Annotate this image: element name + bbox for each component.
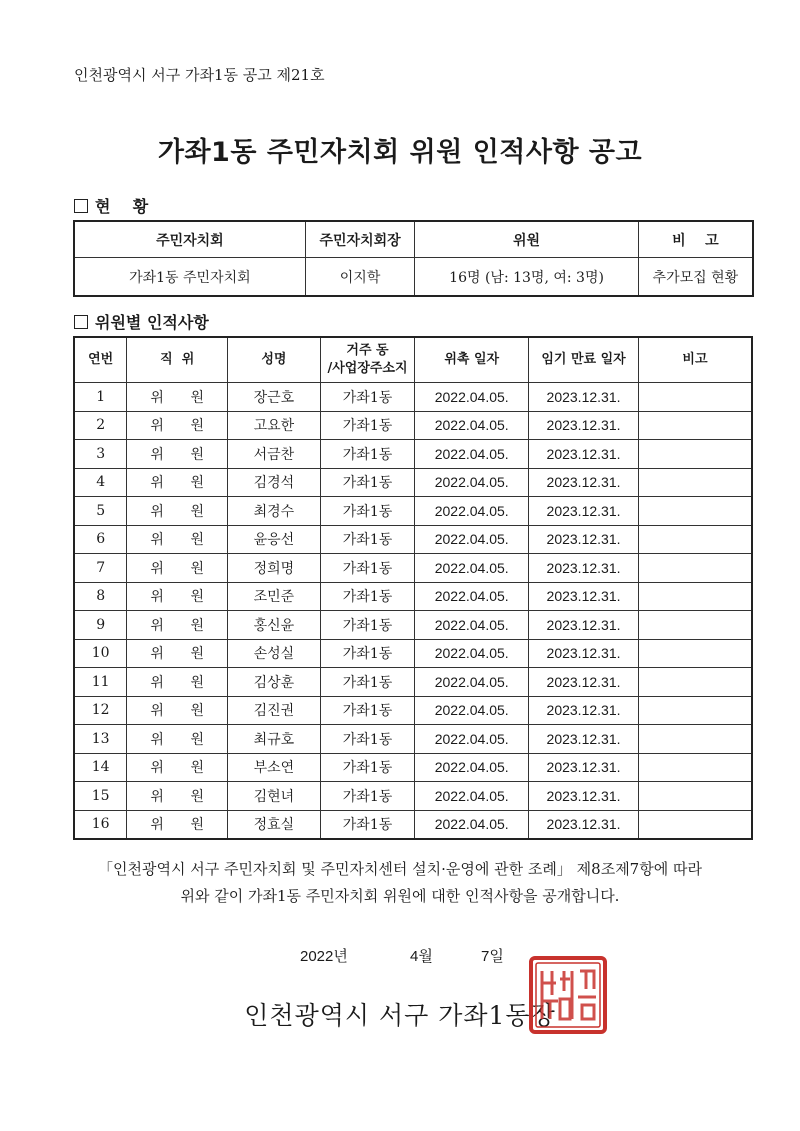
remarks-cell <box>638 468 752 497</box>
position-cell: 위 원 <box>127 782 228 811</box>
table-row <box>74 639 752 668</box>
appointment-date-cell: 2022.04.05. <box>415 525 529 554</box>
term-end-date-cell: 2023.12.31. <box>529 525 639 554</box>
member-name-cell: 김진권 <box>228 696 321 725</box>
position-cell: 위 원 <box>127 468 228 497</box>
member-name-cell: 최경수 <box>228 497 321 526</box>
row-number-cell: 16 <box>74 810 127 839</box>
row-number-cell: 3 <box>74 440 127 469</box>
appointment-date-cell: 2022.04.05. <box>415 782 529 811</box>
residence-cell: 가좌1동 <box>320 554 415 583</box>
row-number-cell: 12 <box>74 696 127 725</box>
remarks-cell <box>638 582 752 611</box>
table-row <box>74 468 752 497</box>
member-name-cell: 부소연 <box>228 753 321 782</box>
appointment-date-cell: 2022.04.05. <box>415 810 529 839</box>
table-row <box>74 411 752 440</box>
member-name-cell: 손성실 <box>228 639 321 668</box>
appointment-date-cell: 2022.04.05. <box>415 554 529 583</box>
term-end-date-cell: 2023.12.31. <box>529 782 639 811</box>
status-header-row <box>74 221 753 258</box>
residence-cell: 가좌1동 <box>320 411 415 440</box>
term-end-date-cell: 2023.12.31. <box>529 753 639 782</box>
residence-cell: 가좌1동 <box>320 696 415 725</box>
document-title: 가좌1동 주민자치회 위원 인적사항 공고 <box>157 137 643 168</box>
row-number-cell: 2 <box>74 411 127 440</box>
members-table <box>73 336 753 840</box>
column-header: 주민자치회장 <box>305 221 415 258</box>
status-data-row <box>74 258 753 297</box>
appointment-date-cell: 2022.04.05. <box>415 383 529 412</box>
date-month: 4월 <box>410 948 433 965</box>
residence-cell: 가좌1동 <box>320 753 415 782</box>
position-cell: 위 원 <box>127 582 228 611</box>
residence-cell: 가좌1동 <box>320 440 415 469</box>
appointment-date-cell: 2022.04.05. <box>415 411 529 440</box>
status-table <box>73 220 754 297</box>
term-end-date-cell: 2023.12.31. <box>529 696 639 725</box>
position-cell: 위 원 <box>127 497 228 526</box>
row-number-cell: 8 <box>74 582 127 611</box>
row-number-cell: 9 <box>74 611 127 640</box>
table-row <box>74 810 752 839</box>
position-cell: 위 원 <box>127 725 228 754</box>
residence-cell: 가좌1동 <box>320 810 415 839</box>
remarks-cell <box>638 497 752 526</box>
residence-cell: 가좌1동 <box>320 639 415 668</box>
residence-cell: 가좌1동 <box>320 468 415 497</box>
table-row <box>74 525 752 554</box>
row-number-cell: 7 <box>74 554 127 583</box>
row-number-cell: 14 <box>74 753 127 782</box>
column-header: 성명 <box>228 337 321 383</box>
member-name-cell: 정희명 <box>228 554 321 583</box>
position-cell: 위 원 <box>127 753 228 782</box>
notice-number: 인천광역시 서구 가좌1동 공고 제21호 <box>74 66 325 84</box>
remarks-cell <box>638 611 752 640</box>
appointment-date-cell: 2022.04.05. <box>415 611 529 640</box>
remarks-cell <box>638 383 752 412</box>
row-number-cell: 15 <box>74 782 127 811</box>
member-name-cell: 김경석 <box>228 468 321 497</box>
table-cell: 가좌1동 주민자치회 <box>74 258 305 297</box>
table-row <box>74 383 752 412</box>
table-row <box>74 753 752 782</box>
remarks-cell <box>638 725 752 754</box>
appointment-date-cell: 2022.04.05. <box>415 468 529 497</box>
term-end-date-cell: 2023.12.31. <box>529 554 639 583</box>
remarks-cell <box>638 411 752 440</box>
section-heading-status: 현 황 <box>74 194 148 217</box>
row-number-cell: 10 <box>74 639 127 668</box>
table-row <box>74 554 752 583</box>
member-name-cell: 정효실 <box>228 810 321 839</box>
issuer-name: 인천광역시 서구 가좌1동장 <box>244 1001 556 1030</box>
remarks-cell <box>638 668 752 697</box>
appointment-date-cell: 2022.04.05. <box>415 497 529 526</box>
residence-cell: 가좌1동 <box>320 782 415 811</box>
legal-basis-text: 「인천광역시 서구 주민자치회 및 주민자치센터 설치·운영에 관한 조례」 제8조제7항에 따라 위와 같이 가좌1동 주민자치회 위원에 대한 인적사항을 공개합니다. <box>98 860 702 905</box>
column-header: 주민자치회 <box>74 221 305 258</box>
position-cell: 위 원 <box>127 696 228 725</box>
column-header: 비 고 <box>638 221 753 258</box>
term-end-date-cell: 2023.12.31. <box>529 468 639 497</box>
term-end-date-cell: 2023.12.31. <box>529 582 639 611</box>
remarks-cell <box>638 554 752 583</box>
position-cell: 위 원 <box>127 611 228 640</box>
appointment-date-cell: 2022.04.05. <box>415 725 529 754</box>
position-cell: 위 원 <box>127 525 228 554</box>
member-name-cell: 홍신윤 <box>228 611 321 640</box>
column-header: 위촉 일자 <box>415 337 529 383</box>
appointment-date-cell: 2022.04.05. <box>415 440 529 469</box>
term-end-date-cell: 2023.12.31. <box>529 411 639 440</box>
member-name-cell: 김현녀 <box>228 782 321 811</box>
table-row <box>74 696 752 725</box>
column-header: 거주 동 /사업장주소지 <box>320 337 415 383</box>
table-row <box>74 497 752 526</box>
table-row <box>74 582 752 611</box>
checkbox-square-icon <box>74 199 88 213</box>
row-number-cell: 13 <box>74 725 127 754</box>
checkbox-square-icon <box>74 315 88 329</box>
term-end-date-cell: 2023.12.31. <box>529 383 639 412</box>
position-cell: 위 원 <box>127 411 228 440</box>
member-name-cell: 김상훈 <box>228 668 321 697</box>
term-end-date-cell: 2023.12.31. <box>529 497 639 526</box>
table-cell: 16명 (남: 13명, 여: 3명) <box>415 258 638 297</box>
row-number-cell: 11 <box>74 668 127 697</box>
residence-cell: 가좌1동 <box>320 611 415 640</box>
residence-cell: 가좌1동 <box>320 525 415 554</box>
residence-cell: 가좌1동 <box>320 725 415 754</box>
table-row <box>74 725 752 754</box>
official-seal-icon <box>528 955 608 1035</box>
member-name-cell: 고요한 <box>228 411 321 440</box>
remarks-cell <box>638 639 752 668</box>
member-name-cell: 윤응선 <box>228 525 321 554</box>
term-end-date-cell: 2023.12.31. <box>529 810 639 839</box>
term-end-date-cell: 2023.12.31. <box>529 440 639 469</box>
position-cell: 위 원 <box>127 440 228 469</box>
row-number-cell: 1 <box>74 383 127 412</box>
table-cell: 추가모집 현황 <box>638 258 753 297</box>
position-cell: 위 원 <box>127 810 228 839</box>
residence-cell: 가좌1동 <box>320 668 415 697</box>
member-name-cell: 최규호 <box>228 725 321 754</box>
table-row <box>74 440 752 469</box>
column-header: 임기 만료 일자 <box>529 337 639 383</box>
residence-cell: 가좌1동 <box>320 383 415 412</box>
remarks-cell <box>638 440 752 469</box>
row-number-cell: 4 <box>74 468 127 497</box>
term-end-date-cell: 2023.12.31. <box>529 668 639 697</box>
date-year: 2022년 <box>300 948 348 965</box>
appointment-date-cell: 2022.04.05. <box>415 582 529 611</box>
appointment-date-cell: 2022.04.05. <box>415 668 529 697</box>
remarks-cell <box>638 696 752 725</box>
member-name-cell: 서금찬 <box>228 440 321 469</box>
residence-cell: 가좌1동 <box>320 582 415 611</box>
appointment-date-cell: 2022.04.05. <box>415 753 529 782</box>
table-row <box>74 668 752 697</box>
row-number-cell: 5 <box>74 497 127 526</box>
table-row <box>74 782 752 811</box>
appointment-date-cell: 2022.04.05. <box>415 639 529 668</box>
position-cell: 위 원 <box>127 554 228 583</box>
remarks-cell <box>638 810 752 839</box>
table-row <box>74 611 752 640</box>
column-header: 직 위 <box>127 337 228 383</box>
remarks-cell <box>638 753 752 782</box>
members-header-row <box>74 337 752 383</box>
row-number-cell: 6 <box>74 525 127 554</box>
column-header: 비고 <box>638 337 752 383</box>
position-cell: 위 원 <box>127 668 228 697</box>
position-cell: 위 원 <box>127 383 228 412</box>
appointment-date-cell: 2022.04.05. <box>415 696 529 725</box>
column-header: 연번 <box>74 337 127 383</box>
term-end-date-cell: 2023.12.31. <box>529 725 639 754</box>
position-cell: 위 원 <box>127 639 228 668</box>
remarks-cell <box>638 782 752 811</box>
residence-cell: 가좌1동 <box>320 497 415 526</box>
column-header: 위원 <box>415 221 638 258</box>
table-cell: 이지학 <box>305 258 415 297</box>
remarks-cell <box>638 525 752 554</box>
member-name-cell: 조민준 <box>228 582 321 611</box>
term-end-date-cell: 2023.12.31. <box>529 611 639 640</box>
section-heading-members: 위원별 인적사항 <box>74 310 209 333</box>
term-end-date-cell: 2023.12.31. <box>529 639 639 668</box>
date-day: 7일 <box>481 948 504 965</box>
member-name-cell: 장근호 <box>228 383 321 412</box>
